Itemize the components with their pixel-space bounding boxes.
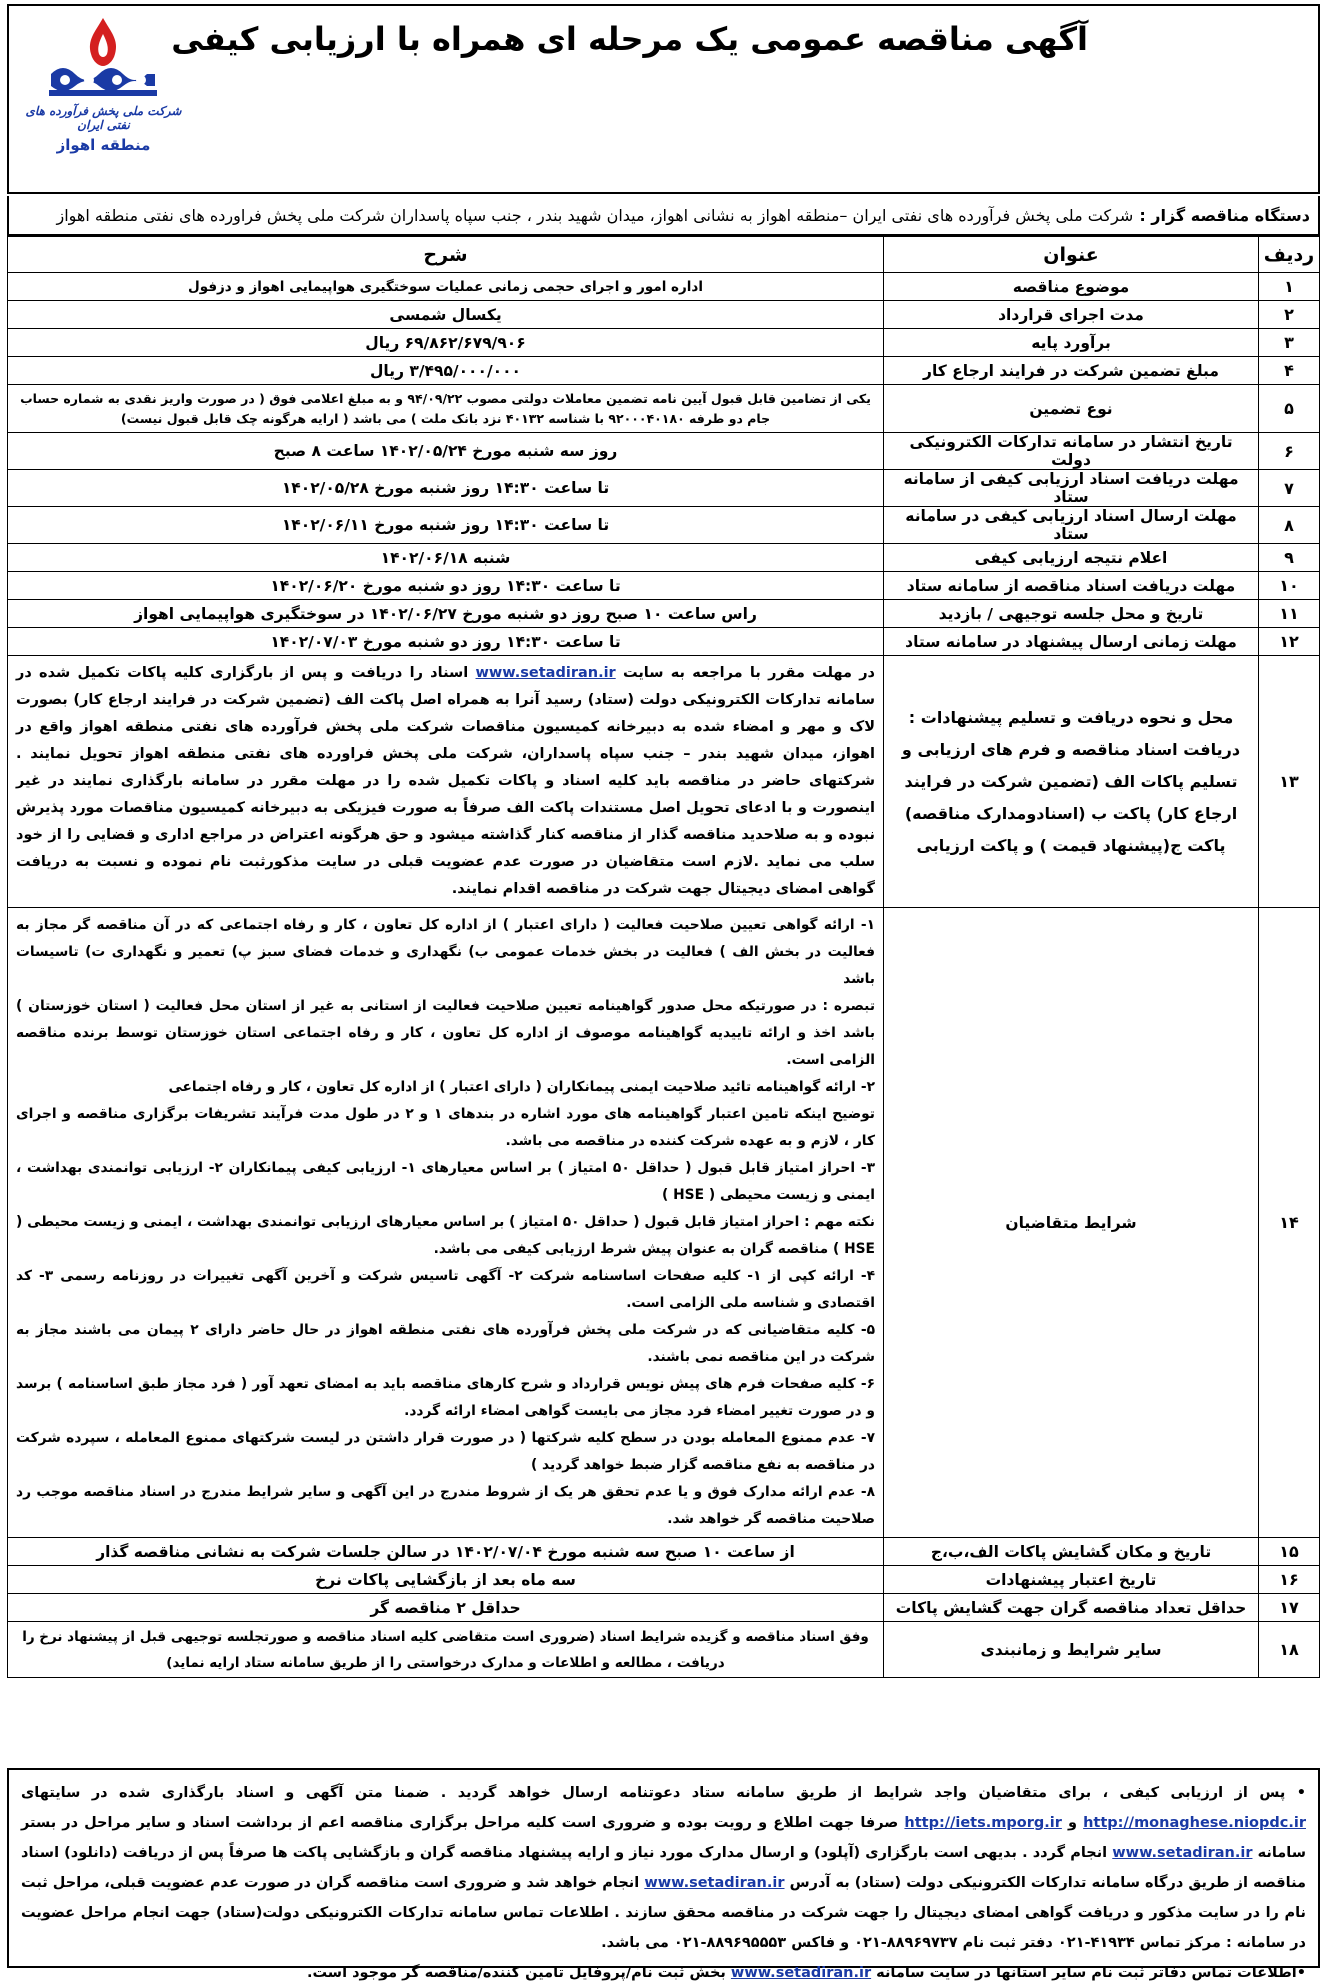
row-description: از ساعت ۱۰ صبح سه شنبه مورخ ۱۴۰۲/۰۷/۰۴ در سالن جلسات شرکت به نشانی مناقصه گذار <box>8 1538 884 1566</box>
notice-header <box>7 4 1320 194</box>
table-row-conditions <box>8 908 1320 1538</box>
row-title: مدت اجرای قرارداد <box>884 301 1259 329</box>
row-title: تاریخ انتشار در سامانه تدارکات الکترونیکی دولت <box>884 433 1259 470</box>
row-number: ۳ <box>1259 329 1320 357</box>
row-number: ۷ <box>1259 470 1320 507</box>
logo-region-name: منطقه اهواز <box>56 136 151 154</box>
row-title: مهلت ارسال اسناد ارزیابی کیفی در سامانه ستاد <box>884 507 1259 544</box>
company-logo <box>21 8 186 168</box>
row-title: تاریخ و محل جلسه توجیهی / بازدید <box>884 600 1259 628</box>
condition-item: ۷- عدم ممنوع المعامله بودن در سطح کلیه شرکتها ( در صورت قرار داشتن در لیست شرکتهای ممنوع المعامله ، سپرده شرکت در مناقصه به نفع مناقصه گزار ضبط خواهد گردید ) <box>16 1430 875 1473</box>
footer-paragraph <box>21 1958 1306 1988</box>
row-title: حداقل تعداد مناقصه گران جهت گشایش پاکات <box>884 1594 1259 1622</box>
table-row <box>8 600 1320 628</box>
condition-item: ۴- ارائه کپی از ۱- کلیه صفحات اساسنامه شرکت ۲- آگهی تاسیس شرکت و آخرین آگهی تغییرات در روزنامه رسمی ۳- کد اقتصادی و شناسه ملی الزامی است. <box>16 1268 875 1311</box>
row-number: ۱ <box>1259 273 1320 301</box>
row-title: برآورد پایه <box>884 329 1259 357</box>
condition-note: تبصره : در صورتیکه محل صدور گواهینامه تعیین صلاحیت فعالیت از استانی به غیر از استان محل فعالیت ( استان خوزستان ) باشد اخذ و ارائه تاییدیه گواهینامه موصوف از اداره کل تعاون ، کار و رفاه اجتماعی استان خوزستان توسط برنده مناقصه الزامی است. <box>16 998 875 1068</box>
row-number: ۱۰ <box>1259 572 1320 600</box>
table-row <box>8 544 1320 572</box>
row-number: ۲ <box>1259 301 1320 329</box>
condition-item: ۲- ارائه گواهینامه تائید صلاحیت ایمنی پیمانکاران ( دارای اعتبار ) از اداره کل تعاون ، کار و رفاه اجتماعی <box>168 1079 875 1095</box>
row-title: مهلت دریافت اسناد مناقصه از سامانه ستاد <box>884 572 1259 600</box>
row-description: اداره امور و اجرای حجمی زمانی عملیات سوختگیری هواپیمایی اهواز و دزفول <box>8 273 884 301</box>
table-row <box>8 572 1320 600</box>
row-title: محل و نحوه دریافت و تسلیم پیشنهادات : دریافت اسناد مناقصه و فرم های ارزیابی و تسلیم پاکات الف (تضمین شرکت در فرایند ارجاع کار) پاکت ب (اسنادومدارک مناقصه) پاکت ج(پیشنهاد قیمت ) و پاکت ارزیابی <box>884 656 1259 908</box>
row-description: یکی از تضامین قابل قبول آیین نامه تضمین معاملات دولتی مصوب ۹۴/۰۹/۲۲ و به مبلغ اعلامی فوق ( در صورت واریز نقدی به شماره حساب جام دو طرفه ۹۲۰۰۰۴۰۱۸۰ با شناسه ۴۰۱۳۲ نزد بانک ملت ) می باشد ( ارایه هرگونه چک قابل قبول نیست) <box>8 385 884 433</box>
table-row <box>8 433 1320 470</box>
footer-text: •اطلاعات تماس دفاتر ثبت نام سایر استانها در سایت سامانه <box>876 1965 1306 1981</box>
row-title: تاریخ اعتبار پیشنهادات <box>884 1566 1259 1594</box>
table-row <box>8 1566 1320 1594</box>
footer-text: بخش ثبت نام/پروفایل تامین کننده/مناقصه گر موجود است. <box>306 1965 726 1981</box>
condition-item: ۳- احراز امتیاز قابل قبول ( حداقل ۵۰ امتیاز ) بر اساس معیارهای ۱- ارزیابی کیفی پیمانکاران ۲- ارزیابی توانمندی بهداشت ، ایمنی و زیست محیطی ( HSE ) <box>16 1160 875 1203</box>
submission-text-before: در مهلت مقرر با مراجعه به سایت <box>622 665 875 681</box>
setadiran-link[interactable]: www.setadiran.ir <box>475 665 616 681</box>
row-description: ۶۹/۸۶۲/۶۷۹/۹۰۶ ریال <box>8 329 884 357</box>
row-number: ۱۱ <box>1259 600 1320 628</box>
table-row <box>8 628 1320 656</box>
row-number: ۶ <box>1259 433 1320 470</box>
row-title: تاریخ و مکان گشایش پاکات الف،ب،ج <box>884 1538 1259 1566</box>
notice-title: آگهی مناقصه عمومی یک مرحله ای همراه با ارزیابی کیفی <box>171 20 1088 58</box>
row-number: ۱۲ <box>1259 628 1320 656</box>
row-number: ۱۳ <box>1259 656 1320 908</box>
condition-item: ۱- ارائه گواهی تعیین صلاحیت فعالیت ( دارای اعتبار ) از اداره کل تعاون ، کار و رفاه اجتماعی که در آن مناقصه گر مجاز به فعالیت در بخش الف ) فعالیت در بخش خدمات عمومی ب) نگهداری و خدمات فضای سبز پ) تعمیر و نگهداری ت) تاسیسات باشد <box>16 917 875 987</box>
row-title: سایر شرایط و زمانبندی <box>884 1622 1259 1678</box>
submission-text-after: اسناد را دریافت و پس از بارگزاری کلیه پاکات تکمیل شده در سامانه تدارکات الکترونیکی دولت (ستاد) رسید آنرا به همراه اصل پاکت الف (تضمین شرکت در فرایند ارجاع کار) بصورت لاک و مهر و امضاء شده به دبیرخانه کمیسیون مناقصات شرکت ملی پخش فرآورده های نفتی منطقه اهواز واقع در اهواز، میدان شهید بندر – جنب سپاه پاسداران، شرکت ملی پخش فراورده های نفتی منطقه اهواز تحویل نمایند . شرکتهای حاضر در مناقصه باید کلیه اسناد و پاکات تکمیل شده را در مهلت مقرر در سامانه بارگذاری نمایند در غیر اینصورت و با ادعای تحویل اصل مستندات پاکت الف صرفاً به صورت فیزیکی به دبیرخانه کمیسیون مناقصات مورد پذیرش نبوده و به صلاحدید مناقصه گذار از مناقصه کنار گذاشته میشود و حق هرگونه اعتراض در مراجع اداری و قضایی را از خود سلب می نماید .لازم است متقاضیان در صورت عدم عضویت قبلی در سایت مذکورثبت نام نموده و نسبت به دریافت گواهی امضای دیجیتال جهت شرکت در مناقصه اقدام نمایند. <box>16 665 875 897</box>
condition-item: ۵- کلیه متقاضیانی که در شرکت ملی پخش فرآورده های نفتی منطقه اهواز در حال حاضر دارای ۲ پیمان می باشند مجاز به شرکت در این مناقصه نمی باشند. <box>16 1322 875 1365</box>
footer-text: انجام گردد . بدیهی است بارگزاری (آپلود) و ارسال مدارک مورد نیاز و ارایه پیشنهاد مناقصه گران و بازگشایی پاکت ها صرفاً پس از دریافت (دانلود) اسناد مناقصه از طریق درگاه سامانه تدارکات الکترونیکی دولت (ستاد) به آدرس <box>21 1845 1306 1891</box>
row-title: مهلت دریافت اسناد ارزیابی کیفی از سامانه ستاد <box>884 470 1259 507</box>
table-row <box>8 1622 1320 1678</box>
table-row <box>8 301 1320 329</box>
row-title: مبلغ تضمین شرکت در فرایند ارجاع کار <box>884 357 1259 385</box>
row-description <box>8 656 884 908</box>
table-row <box>8 357 1320 385</box>
row-number: ۱۸ <box>1259 1622 1320 1678</box>
condition-note: نکته مهم : احراز امتیاز قابل قبول ( حداقل ۵۰ امتیاز ) بر اساس معیارهای ارزیابی توانمندی بهداشت ، ایمنی و زیست محیطی ( HSE ) مناقصه گران به عنوان پیش شرط ارزیابی کیفی می باشد. <box>16 1214 875 1257</box>
conditions-list <box>8 908 884 1538</box>
table-header-row <box>8 237 1320 273</box>
header-row-number: ردیف <box>1259 237 1320 273</box>
table-row <box>8 470 1320 507</box>
row-description: وفق اسناد مناقصه و گزیده شرایط اسناد (ضروری است متقاضی کلیه اسناد مناقصه و صورتجلسه توجیهی قبل از پیشنهاد نرخ را دریافت ، مطالعه و اطلاعات و مدارک درخواستی را از طریق سامانه ستاد ارایه نماید) <box>8 1622 884 1678</box>
table-row <box>8 1594 1320 1622</box>
row-number: ۱۴ <box>1259 908 1320 1538</box>
table-row <box>8 1538 1320 1566</box>
row-number: ۹ <box>1259 544 1320 572</box>
condition-item: ۶- کلیه صفحات فرم های پیش نویس قرارداد و شرح کارهای مناقصه باید به امضای تعهد آور ( فرد مجاز طبق اساسنامه ) برسد و در صورت تغییر امضاء فرد مجاز می بایست گواهی امضاء ارائه گردد. <box>16 1376 875 1419</box>
row-title: اعلام نتیجه ارزیابی کیفی <box>884 544 1259 572</box>
row-number: ۴ <box>1259 357 1320 385</box>
row-description: شنبه ۱۴۰۲/۰۶/۱۸ <box>8 544 884 572</box>
row-title: موضوع مناقصه <box>884 273 1259 301</box>
table-row-submission <box>8 656 1320 908</box>
footer-text: انجام خواهد شد و ضروری است مناقصه گران در صورت عدم عضویت قبلی، مراحل ثبت نام را در سایت مذکور و دریافت گواهی امضای دیجیتال را جهت شرکت در مناقصه محقق سازند . اطلاعات تماس سامانه تدارکات الکترونیکی دولت(ستاد) جهت انجام مراحل عضویت در سامانه : مرکز تماس ۴۱۹۳۴-۰۲۱ دفتر ثبت نام ۸۸۹۶۹۷۳۷-۰۲۱ و فاکس ۸۸۹۶۹۵۵۵۳-۰۲۱ می باشد. <box>21 1875 1306 1951</box>
organizer-value: شرکت ملی پخش فرآورده های نفتی ایران –منطقه اهواز به نشانی اهواز، میدان شهید بندر ، جنب سپاه پاسداران شرکت ملی پخش فراورده های نفتی منطقه اهواز <box>56 205 1134 225</box>
row-description: تا ساعت ۱۴:۳۰ روز دو شنبه مورخ ۱۴۰۲/۰۷/۰۳ <box>8 628 884 656</box>
row-description: تا ساعت ۱۴:۳۰ روز شنبه مورخ ۱۴۰۲/۰۵/۲۸ <box>8 470 884 507</box>
row-description: تا ساعت ۱۴:۳۰ روز شنبه مورخ ۱۴۰۲/۰۶/۱۱ <box>8 507 884 544</box>
row-description: ۳/۴۹۵/۰۰۰/۰۰۰ ریال <box>8 357 884 385</box>
row-description: راس ساعت ۱۰ صبح روز دو شنبه مورخ ۱۴۰۲/۰۶/۲۷ در سوختگیری هواپیمایی اهواز <box>8 600 884 628</box>
footer-text: صرفا جهت اطلاع و رویت بوده و ضروری است کلیه مراحل برگزاری مناقصه اعم از برداشت اسناد و سایر مراحل در بستر سامانه <box>21 1815 1306 1861</box>
table-row <box>8 507 1320 544</box>
tender-details-table <box>7 236 1320 1678</box>
monaghese-link[interactable]: http://monaghese.niopdc.ir <box>1083 1815 1306 1831</box>
row-description: روز سه شنبه مورخ ۱۴۰۲/۰۵/۲۴ ساعت ۸ صبح <box>8 433 884 470</box>
row-description: یکسال شمسی <box>8 301 884 329</box>
condition-item: ۸- عدم ارائه مدارک فوق و یا عدم تحقق هر یک از شروط مندرج در این آگهی و سایر شرایط مندرج در اسناد مناقصه موجب رد صلاحیت مناقصه گر خواهد شد. <box>16 1484 875 1527</box>
setadiran-link[interactable]: www.setadiran.ir <box>644 1875 785 1891</box>
table-row <box>8 385 1320 433</box>
row-number: ۱۵ <box>1259 1538 1320 1566</box>
row-title: مهلت زمانی ارسال پیشنهاد در سامانه ستاد <box>884 628 1259 656</box>
row-number: ۱۷ <box>1259 1594 1320 1622</box>
logo-company-name: شرکت ملی پخش فرآورده های نفتی ایران <box>25 104 182 132</box>
organizer-label: دستگاه مناقصه گزار : <box>1139 205 1310 225</box>
row-number: ۱۶ <box>1259 1566 1320 1594</box>
header-title: عنوان <box>884 237 1259 273</box>
row-description: سه ماه بعد از بازگشایی پاکات نرخ <box>8 1566 884 1594</box>
row-description: حداقل ۲ مناقصه گر <box>8 1594 884 1622</box>
setadiran-link[interactable]: www.setadiran.ir <box>730 1965 872 1981</box>
flame-logo-icon <box>41 14 166 106</box>
organizer-line <box>7 196 1320 236</box>
header-description: شرح <box>8 237 884 273</box>
condition-note: توضیح اینکه تامین اعتبار گواهینامه های مورد اشاره در بندهای ۱ و ۲ در طول مدت فرآیند تشریفات برگزاری مناقصه و اجرای کار ، لازم و به عهده شرکت کننده در مناقصه می باشد. <box>16 1106 875 1149</box>
footer-text: • پس از ارزیابی کیفی ، برای متقاضیان واجد شرایط از طریق سامانه ستاد دعوتنامه ارسال خواهد گردید . ضمنا متن آگهی و اسناد بارگذاری شده در سایتهای <box>21 1785 1306 1801</box>
iets-link[interactable]: http://iets.mporg.ir <box>904 1815 1062 1831</box>
footer-paragraph <box>21 1778 1306 1958</box>
table-row <box>8 273 1320 301</box>
row-number: ۸ <box>1259 507 1320 544</box>
row-title: نوع تضمین <box>884 385 1259 433</box>
setadiran-link[interactable]: www.setadiran.ir <box>1112 1845 1253 1861</box>
row-title: شرایط متقاضیان <box>884 908 1259 1538</box>
table-row <box>8 329 1320 357</box>
row-description: تا ساعت ۱۴:۳۰ روز دو شنبه مورخ ۱۴۰۲/۰۶/۲۰ <box>8 572 884 600</box>
tender-notice-page <box>7 0 1320 1980</box>
footer-notes <box>7 1768 1320 1981</box>
footer-text: و <box>1067 1815 1077 1831</box>
row-number: ۵ <box>1259 385 1320 433</box>
